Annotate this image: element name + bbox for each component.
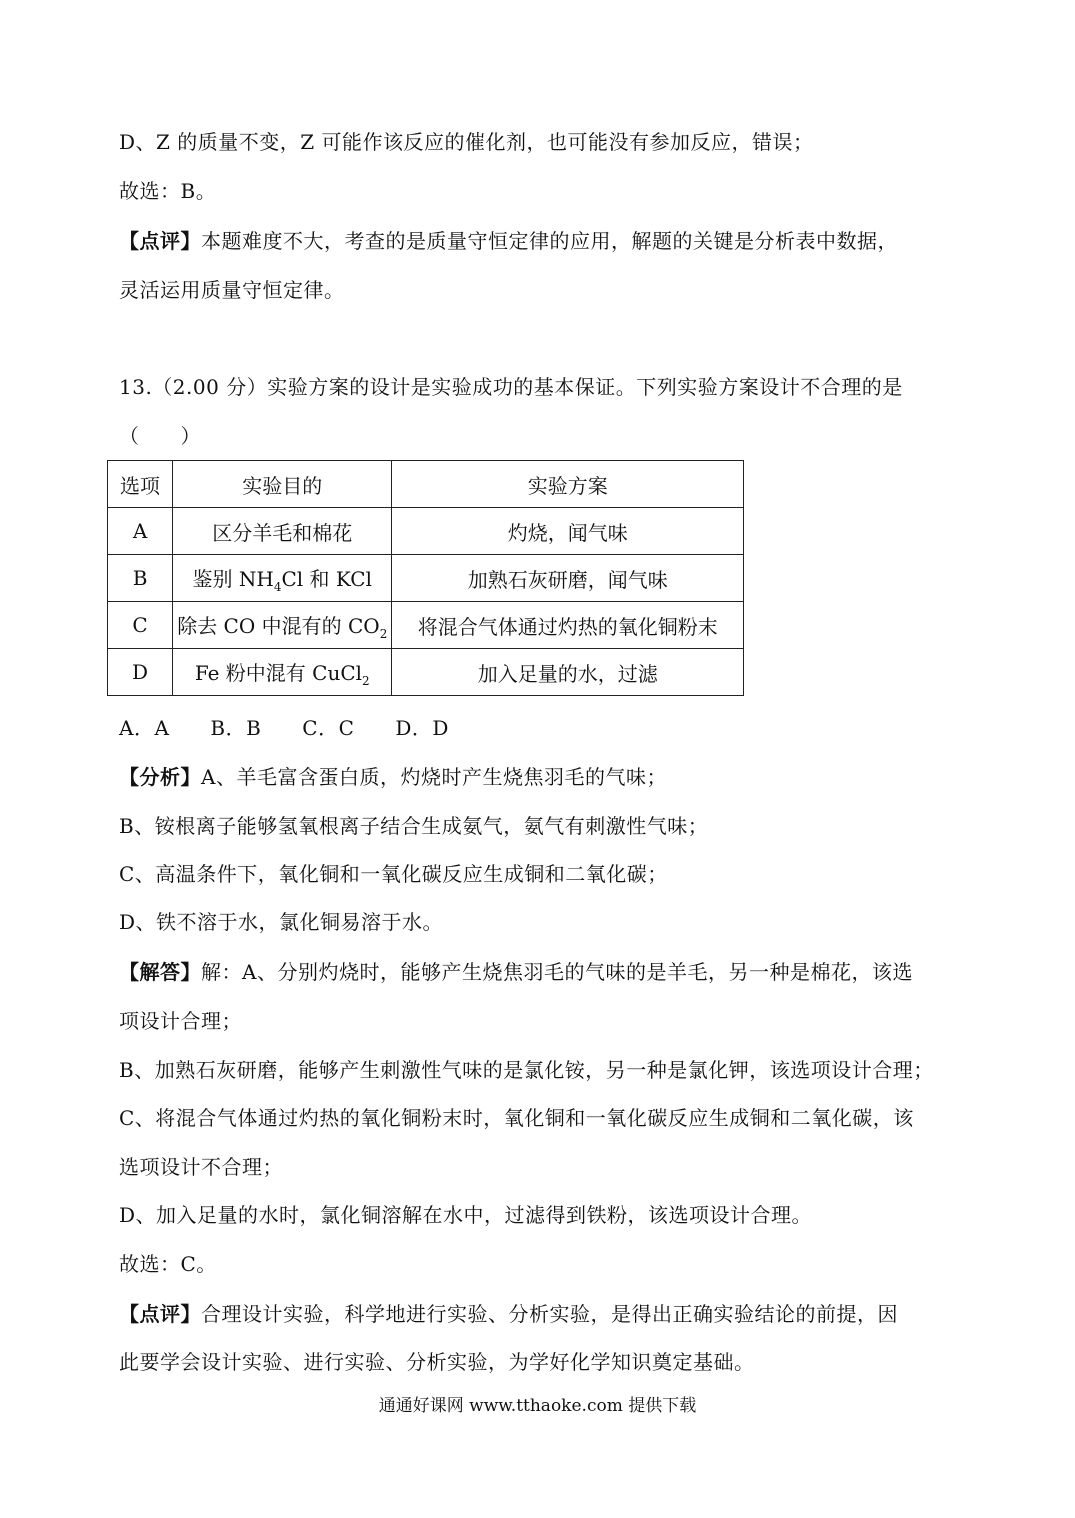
question-stem: 13.（2.00 分）实验方案的设计是实验成功的基本保证。下列实验方案设计不合理的是: [119, 375, 903, 399]
table-row: [108, 649, 744, 696]
formula-text: Fe 粉中混有 CuCl: [194, 660, 363, 685]
comment-1: [119, 1300, 898, 1328]
comment-tag: 【点评】: [119, 1302, 201, 1326]
table-header: 实验目的: [173, 461, 392, 508]
analysis-text: A、羊毛富含蛋白质，灼烧时产生烧焦羽毛的气味；: [201, 765, 667, 789]
analysis-tag: 【分析】: [119, 765, 201, 789]
formula-subscript: 4: [273, 579, 282, 594]
table-cell-scheme: 将混合气体通过灼热的氧化铜粉末: [392, 602, 744, 649]
prev-answer: 故选：B。: [119, 179, 217, 203]
solution-d: D、加入足量的水时，氯化铜溶解在水中，过滤得到铁粉，该选项设计合理。: [119, 1203, 813, 1227]
page-footer: 通通好课网 www.tthaoke.com 提供下载: [378, 1396, 697, 1416]
prev-comment-2: 灵活运用质量守恒定律。: [119, 278, 345, 302]
solution-a1: [119, 958, 913, 986]
table-cell-option: C: [108, 602, 173, 649]
formula-text: 鉴别 NH: [192, 566, 274, 591]
table-row: [108, 602, 744, 649]
table-header: 实验方案: [392, 461, 744, 508]
table-cell-scheme: 加熟石灰研磨，闻气味: [392, 555, 744, 602]
question-bracket: （ ）: [119, 424, 201, 448]
formula-text: Cl 和 KCl: [281, 566, 372, 591]
table-cell-option: D: [108, 649, 173, 696]
comment-text: 合理设计实验，科学地进行实验、分析实验，是得出正确实验结论的前提，因: [201, 1302, 898, 1326]
comment-text: 本题难度不大，考查的是质量守恒定律的应用，解题的关键是分析表中数据，: [201, 229, 898, 253]
table-cell-scheme: 灼烧，闻气味: [392, 508, 744, 555]
analysis-d: D、铁不溶于水，氯化铜易溶于水。: [119, 910, 444, 934]
answer-choices: A．A B．B C．C D．D: [119, 716, 449, 740]
solution-text: 解：A、分别灼烧时，能够产生烧焦羽毛的气味的是羊毛，另一种是棉花，该选: [201, 960, 913, 984]
options-table: [107, 460, 744, 696]
table-cell-option: B: [108, 555, 173, 602]
table-cell-scheme: 加入足量的水，过滤: [392, 649, 744, 696]
table-cell-option: A: [108, 508, 173, 555]
prev-line-d: D、Z 的质量不变，Z 可能作该反应的催化剂，也可能没有参加反应，错误；: [119, 130, 814, 154]
solution-c1: C、将混合气体通过灼热的氧化铜粉末时，氧化铜和一氧化碳反应生成铜和二氧化碳，该: [119, 1106, 914, 1130]
analysis-b: B、铵根离子能够氢氧根离子结合生成氨气，氨气有刺激性气味；: [119, 814, 709, 838]
table-cell-purpose: [173, 555, 392, 602]
formula-subscript: 2: [379, 626, 388, 641]
solution-c2: 选项设计不合理；: [119, 1155, 283, 1179]
formula-text: 除去 CO 中混有的 CO: [177, 613, 380, 638]
table-row: [108, 508, 744, 555]
solution-b: B、加熟石灰研磨，能够产生刺激性气味的是氯化铵，另一种是氯化钾，该选项设计合理；: [119, 1058, 934, 1082]
solution-answer: 故选：C。: [119, 1252, 217, 1276]
comment-tag: 【点评】: [119, 229, 201, 253]
table-header-row: [108, 461, 744, 508]
formula-subscript: 2: [362, 673, 370, 688]
solution-a2: 项设计合理；: [119, 1009, 242, 1033]
comment-2: 此要学会设计实验、进行实验、分析实验，为学好化学知识奠定基础。: [119, 1350, 755, 1374]
table-cell-purpose: [173, 602, 392, 649]
analysis-c: C、高温条件下，氧化铜和一氧化碳反应生成铜和二氧化碳；: [119, 862, 668, 886]
analysis-a: [119, 763, 667, 791]
solution-tag: 【解答】: [119, 960, 201, 984]
table-row: [108, 555, 744, 602]
table-cell-purpose: [173, 649, 392, 696]
prev-comment-1: [119, 227, 898, 255]
table-cell-purpose: 区分羊毛和棉花: [173, 508, 392, 555]
table-header: 选项: [108, 461, 173, 508]
